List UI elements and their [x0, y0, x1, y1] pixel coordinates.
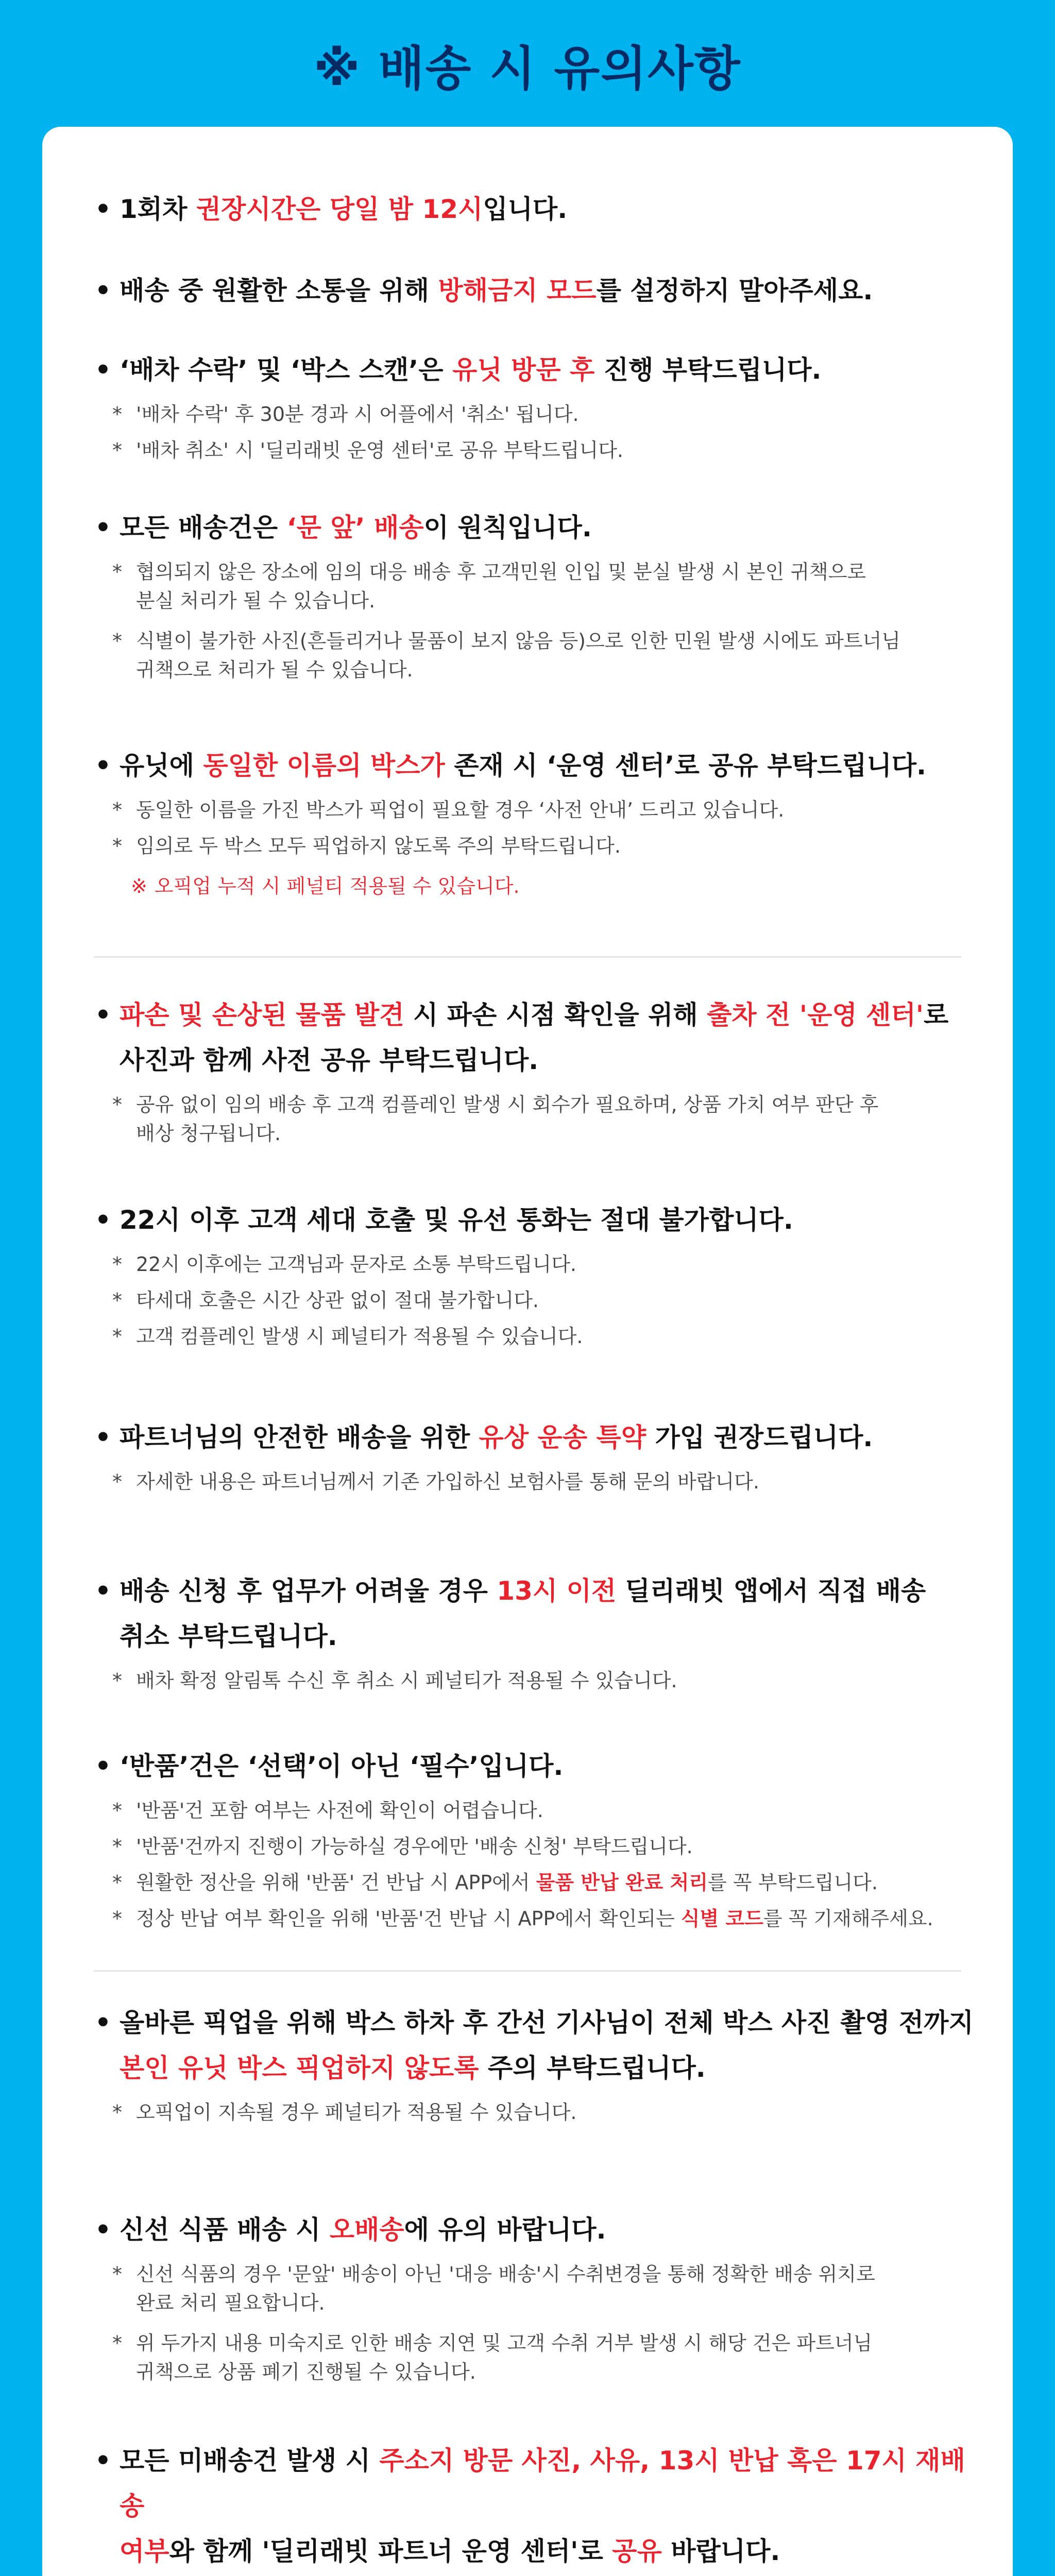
notice-item — [94, 2438, 990, 2576]
bullet-icon: • — [95, 2215, 111, 2245]
bullet-icon: • — [95, 1576, 111, 1606]
bullet-icon: • — [95, 751, 111, 781]
notice-heading: • 파트너님의 안전한 배송을 위한 유상 운송 특약 가입 권장드립니다. — [94, 1415, 990, 1460]
highlight: 13시 이전 — [497, 1576, 617, 1606]
highlight: 동일한 이름의 박스가 — [203, 751, 445, 781]
note: * 타세대 호출은 시간 상관 없이 절대 불가합니다. — [112, 1289, 539, 1312]
notice-item — [94, 505, 990, 684]
bullet-icon: • — [95, 1422, 111, 1452]
notice-heading: • 모든 배송건은 ‘문 앞’ 배송이 원칙입니다. — [94, 505, 990, 550]
note: * 동일한 이름을 가진 박스가 픽업이 필요할 경우 ‘사전 안내’ 드리고 있습니다. — [112, 799, 785, 821]
bullet-icon: • — [95, 1205, 111, 1235]
notice-item — [94, 2000, 990, 2127]
note: * '배차 취소' 시 '딜리래빗 운영 센터'로 공유 부탁드립니다. — [112, 439, 623, 462]
notice-heading: • 1회차 권장시간은 당일 밤 12시입니다. — [94, 187, 990, 232]
notice-heading: • 올바른 픽업을 위해 박스 하차 후 간선 기사님이 전체 박스 사진 촬영 전까지 본인 유닛 박스 픽업하지 않도록 주의 부탁드립니다. — [94, 2000, 990, 2091]
note: * 22시 이후에는 고객님과 문자로 소통 부탁드립니다. — [112, 1253, 576, 1276]
notice-heading: • 모든 미배송건 발생 시 주소지 방문 사진, 사유, 13시 반납 혹은 17시 재배송 여부와 함께 '딜리래빗 파트너 운영 센터'로 공유 바랍니다. — [94, 2438, 990, 2574]
notice-card — [42, 127, 1013, 2576]
note: * 신선 식품의 경우 '문앞' 배송이 아닌 '대응 배송'시 수취변경을 통해 정확한 배송 위치로 완료 처리 필요합니다. — [112, 2263, 875, 2314]
note: * 협의되지 않은 장소에 임의 대응 배송 후 고객민원 인입 및 분실 발생 시 본인 귀책으로 분실 처리가 될 수 있습니다. — [112, 561, 866, 612]
note: * 원활한 정산을 위해 '반품' 건 반납 시 APP에서 물품 반납 완료 처리를 꼭 부탁드립니다. — [112, 1871, 878, 1894]
notice-item — [94, 268, 990, 313]
note: * '반품'건 포함 여부는 사전에 확인이 어렵습니다. — [112, 1799, 543, 1822]
page-title: ※ 배송 시 유의사항 — [314, 41, 741, 96]
notice-heading: • ‘반품’건은 ‘선택’이 아닌 ‘필수’입니다. — [94, 1743, 990, 1789]
highlight: 파손 및 손상된 물품 발견 — [120, 1000, 404, 1030]
bullet-icon: • — [95, 2008, 111, 2038]
note: * 자세한 내용은 파트너님께서 기존 가입하신 보험사를 통해 문의 바랍니다. — [112, 1470, 759, 1493]
highlight: 공유 — [612, 2536, 662, 2566]
notice-item — [94, 2207, 990, 2386]
notice-heading: • 파손 및 손상된 물품 발견 시 파손 시점 확인을 위해 출차 전 '운영 센터'로 사진과 함께 사전 공유 부탁드립니다. — [94, 992, 990, 1083]
note: * 오픽업이 지속될 경우 페널티가 적용될 수 있습니다. — [112, 2101, 577, 2124]
highlight: 물품 반납 완료 처리 — [536, 1871, 708, 1894]
note: * 식별이 불가한 사진(흔들리거나 물품이 보지 않음 등)으로 인한 민원 발생 시에도 파트너님 귀책으로 처리가 될 수 있습니다. — [112, 630, 901, 681]
note: * 공유 없이 임의 배송 후 고객 컴플레인 발생 시 회수가 필요하며, 상품 가치 여부 판단 후 배상 청구됩니다. — [112, 1093, 879, 1145]
notice-heading: • 신선 식품 배송 시 오배송에 유의 바랍니다. — [94, 2207, 990, 2252]
highlight: 출차 전 '운영 센터' — [707, 1000, 924, 1030]
highlight: 여부 — [120, 2536, 169, 2566]
notice-heading: • 배송 중 원활한 소통을 위해 방해금지 모드를 설정하지 말아주세요. — [94, 268, 990, 313]
note: * '배차 수락' 후 30분 경과 시 어플에서 '취소' 됩니다. — [112, 403, 579, 426]
section-divider — [94, 1970, 961, 1972]
highlight: 주소지 방문 사진, 사유, 13시 반납 혹은 17시 재배송 — [120, 2446, 965, 2521]
bullet-icon: • — [95, 355, 111, 385]
section-divider — [94, 956, 961, 958]
note: * 정상 반납 여부 확인을 위해 '반품'건 반납 시 APP에서 확인되는 식별 코드를 꼭 기재해주세요. — [112, 1907, 933, 1930]
note: * '반품'건까지 진행이 가능하실 경우에만 '배송 신청' 부탁드립니다. — [112, 1835, 693, 1858]
bullet-icon: • — [95, 2446, 111, 2476]
notice-item — [94, 1743, 990, 1933]
note: * 고객 컴플레인 발생 시 페널티가 적용될 수 있습니다. — [112, 1325, 583, 1348]
notice-item — [94, 347, 990, 465]
highlight: 오배송 — [329, 2215, 404, 2245]
notice-item — [94, 1568, 990, 1695]
highlight: 본인 유닛 박스 픽업하지 않도록 — [120, 2053, 479, 2083]
highlight: 방해금지 모드 — [438, 276, 597, 306]
bullet-icon: • — [95, 1000, 111, 1030]
warning-mark-icon: ※ — [131, 875, 147, 897]
notice-heading: • 배송 신청 후 업무가 어려울 경우 13시 이전 딜리래빗 앱에서 직접 배송 취소 부탁드립니다. — [94, 1568, 990, 1659]
highlight: 유닛 방문 후 — [452, 355, 595, 385]
notice-heading: • ‘배차 수락’ 및 ‘박스 스캔’은 유닛 방문 후 진행 부탁드립니다. — [94, 347, 990, 393]
notice-item — [94, 992, 990, 1148]
highlight: ‘문 앞’ 배송 — [286, 513, 424, 543]
note: * 임의로 두 박스 모두 픽업하지 않도록 주의 부탁드립니다. — [112, 835, 621, 857]
bullet-icon: • — [95, 276, 111, 306]
note: * 위 두가지 내용 미숙지로 인한 배송 지연 및 고객 수취 거부 발생 시 해당 건은 파트너님 귀책으로 상품 폐기 진행될 수 있습니다. — [112, 2332, 873, 2383]
notice-item — [94, 1197, 990, 1351]
notice-heading: • 유닛에 동일한 이름의 박스가 존재 시 ‘운영 센터’로 공유 부탁드립니다. — [94, 743, 990, 788]
penalty-warning: ※ 오픽업 누적 시 페널티 적용될 수 있습니다. — [94, 872, 990, 901]
notice-item — [94, 1415, 990, 1496]
notice-heading: • 22시 이후 고객 세대 호출 및 유선 통화는 절대 불가합니다. — [94, 1197, 990, 1243]
highlight: 권장시간은 당일 밤 12시 — [196, 194, 483, 224]
bullet-icon: • — [95, 1751, 111, 1781]
bullet-icon: • — [95, 194, 111, 224]
notice-item — [94, 187, 990, 232]
note: * 배차 확정 알림톡 수신 후 취소 시 페널티가 적용될 수 있습니다. — [112, 1669, 677, 1692]
highlight: 유상 운송 특약 — [479, 1422, 646, 1452]
highlight: 식별 코드 — [680, 1907, 763, 1930]
notice-item — [94, 743, 990, 901]
bullet-icon: • — [95, 513, 111, 543]
